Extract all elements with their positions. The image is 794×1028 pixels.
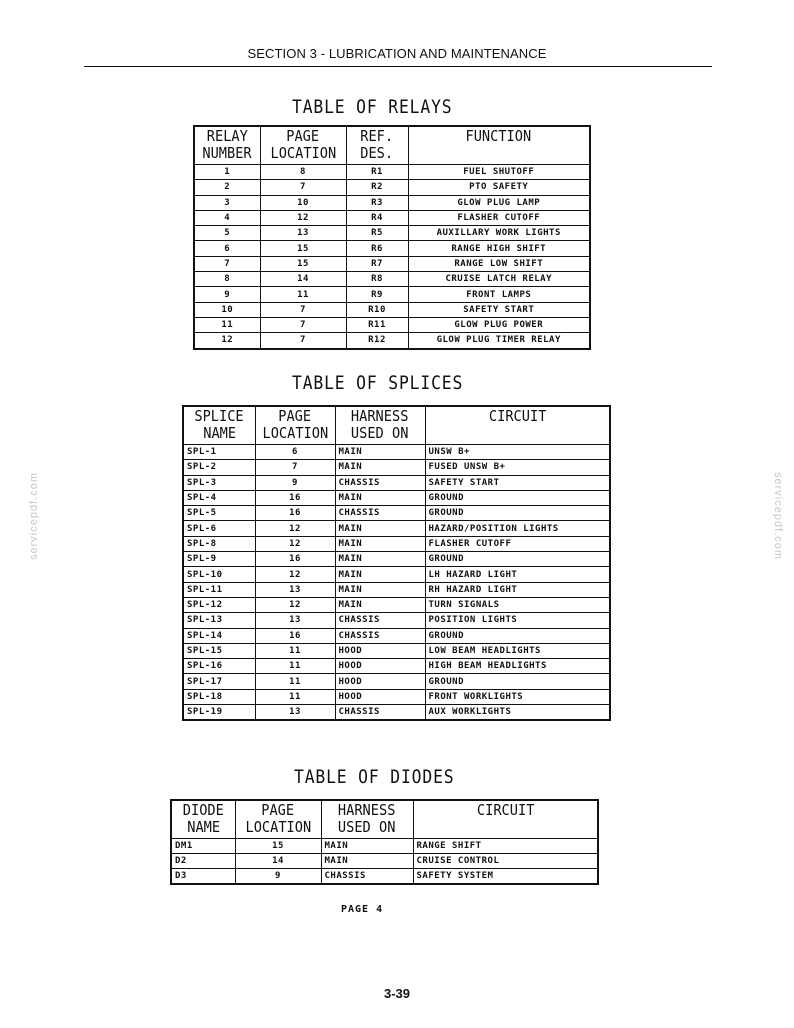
- table-cell: 11: [194, 317, 260, 332]
- table-row: [183, 536, 610, 551]
- table-cell: R1: [346, 165, 408, 180]
- table-cell: HOOD: [335, 643, 425, 658]
- table-cell: MAIN: [335, 567, 425, 582]
- table-cell: R10: [346, 302, 408, 317]
- table-cell: SPL-18: [183, 689, 255, 704]
- diodes-column-header: [171, 800, 235, 839]
- table-cell: 16: [255, 506, 335, 521]
- table-cell: HAZARD/POSITION LIGHTS: [425, 521, 610, 536]
- relays-column-header-line: PAGE: [286, 127, 320, 145]
- table-row: [183, 506, 610, 521]
- table-cell: LOW BEAM HEADLIGHTS: [425, 643, 610, 658]
- table-cell: R12: [346, 333, 408, 349]
- table-cell: D3: [171, 869, 235, 885]
- splices-body: [183, 445, 610, 721]
- relays-title: TABLE OF RELAYS: [292, 96, 453, 118]
- table-cell: R8: [346, 272, 408, 287]
- table-cell: 12: [255, 567, 335, 582]
- table-cell: 16: [255, 490, 335, 505]
- table-cell: MAIN: [335, 521, 425, 536]
- table-cell: TURN SIGNALS: [425, 597, 610, 612]
- table-cell: FUEL SHUTOFF: [408, 165, 590, 180]
- diodes-column-header-line: PAGE: [261, 801, 295, 819]
- table-cell: FRONT LAMPS: [408, 287, 590, 302]
- diodes-column-header-line: CIRCUIT: [476, 801, 534, 819]
- table-cell: SAFETY START: [425, 475, 610, 490]
- table-row: [194, 272, 590, 287]
- table-cell: 1: [194, 165, 260, 180]
- diodes-column-header-line: USED ON: [338, 818, 396, 836]
- table-row: [183, 659, 610, 674]
- table-cell: 12: [260, 210, 346, 225]
- table-cell: CHASSIS: [335, 475, 425, 490]
- splices-header-row: [183, 406, 610, 445]
- table-row: [183, 460, 610, 475]
- table-cell: 9: [255, 475, 335, 490]
- table-cell: R7: [346, 256, 408, 271]
- table-row: [194, 317, 590, 332]
- table-cell: 12: [255, 536, 335, 551]
- table-cell: SPL-19: [183, 705, 255, 721]
- table-cell: GROUND: [425, 490, 610, 505]
- splices-column-header-line: LOCATION: [262, 424, 328, 442]
- relays-column-header: [260, 126, 346, 165]
- page-number: 3-39: [383, 986, 411, 1001]
- table-cell: SAFETY START: [408, 302, 590, 317]
- diodes-column-header: [235, 800, 321, 839]
- table-row: [183, 445, 610, 460]
- table-cell: 15: [260, 256, 346, 271]
- table-cell: CHASSIS: [335, 628, 425, 643]
- table-cell: SPL-8: [183, 536, 255, 551]
- table-row: [194, 195, 590, 210]
- splices-column-header-line: HARNESS: [351, 407, 409, 425]
- splices-column-header: [425, 406, 610, 445]
- table-cell: 3: [194, 195, 260, 210]
- splices-column-header-line: NAME: [202, 424, 236, 442]
- table-cell: 7: [260, 317, 346, 332]
- table-cell: HIGH BEAM HEADLIGHTS: [425, 659, 610, 674]
- diodes-column-header-line: HARNESS: [338, 801, 396, 819]
- table-row: [183, 705, 610, 721]
- table-cell: GLOW PLUG TIMER RELAY: [408, 333, 590, 349]
- table-cell: CHASSIS: [335, 613, 425, 628]
- table-cell: MAIN: [335, 552, 425, 567]
- table-cell: MAIN: [335, 445, 425, 460]
- splices-title: TABLE OF SPLICES: [292, 372, 464, 394]
- table-cell: GROUND: [425, 506, 610, 521]
- table-cell: GROUND: [425, 628, 610, 643]
- table-cell: R5: [346, 226, 408, 241]
- table-cell: FRONT WORKLIGHTS: [425, 689, 610, 704]
- table-row: [194, 241, 590, 256]
- table-cell: DM1: [171, 839, 235, 854]
- diodes-header-row: [171, 800, 598, 839]
- table-row: [183, 689, 610, 704]
- table-cell: GLOW PLUG POWER: [408, 317, 590, 332]
- table-cell: AUX WORKLIGHTS: [425, 705, 610, 721]
- table-cell: 4: [194, 210, 260, 225]
- table-cell: SPL-16: [183, 659, 255, 674]
- table-cell: 11: [255, 659, 335, 674]
- table-cell: SPL-10: [183, 567, 255, 582]
- splices-column-header: [255, 406, 335, 445]
- diodes-column-header-line: NAME: [186, 818, 220, 836]
- diodes-title: TABLE OF DIODES: [294, 766, 455, 788]
- table-cell: RANGE LOW SHIFT: [408, 256, 590, 271]
- table-cell: R4: [346, 210, 408, 225]
- table-cell: SPL-3: [183, 475, 255, 490]
- table-cell: GLOW PLUG LAMP: [408, 195, 590, 210]
- table-cell: R6: [346, 241, 408, 256]
- header-rule: [84, 66, 712, 67]
- table-cell: 7: [255, 460, 335, 475]
- table-cell: 14: [235, 854, 321, 869]
- table-cell: 11: [255, 674, 335, 689]
- table-cell: SPL-9: [183, 552, 255, 567]
- table-row: [194, 333, 590, 349]
- table-cell: 16: [255, 628, 335, 643]
- table-cell: 5: [194, 226, 260, 241]
- table-row: [194, 287, 590, 302]
- table-cell: SPL-11: [183, 582, 255, 597]
- watermark-left: servicepdf.com: [27, 472, 40, 560]
- table-cell: 8: [260, 165, 346, 180]
- table-cell: SPL-12: [183, 597, 255, 612]
- table-cell: GROUND: [425, 552, 610, 567]
- table-cell: 8: [194, 272, 260, 287]
- table-row: [194, 180, 590, 195]
- table-row: [183, 521, 610, 536]
- table-row: [194, 226, 590, 241]
- table-cell: 11: [255, 643, 335, 658]
- table-cell: 7: [260, 180, 346, 195]
- diodes-column-header-line: DIODE: [182, 801, 224, 819]
- table-cell: RANGE HIGH SHIFT: [408, 241, 590, 256]
- splices-column-header-line: SPLICE: [194, 407, 244, 425]
- table-cell: 13: [255, 705, 335, 721]
- table-cell: 13: [255, 613, 335, 628]
- table-cell: 11: [260, 287, 346, 302]
- table-row: [183, 597, 610, 612]
- relays-column-header-line: NUMBER: [202, 144, 252, 162]
- table-cell: 13: [255, 582, 335, 597]
- table-row: [183, 490, 610, 505]
- diodes-table: [170, 799, 599, 885]
- table-cell: 16: [255, 552, 335, 567]
- splices-table: [182, 405, 611, 721]
- relays-column-header: [408, 126, 590, 165]
- table-cell: R11: [346, 317, 408, 332]
- table-row: [183, 628, 610, 643]
- table-cell: SPL-4: [183, 490, 255, 505]
- table-cell: 15: [235, 839, 321, 854]
- table-row: [183, 674, 610, 689]
- table-cell: CHASSIS: [335, 705, 425, 721]
- table-cell: FLASHER CUTOFF: [425, 536, 610, 551]
- table-row: [183, 643, 610, 658]
- table-cell: 12: [255, 521, 335, 536]
- page-reference: PAGE 4: [341, 904, 384, 915]
- diodes-body: [171, 839, 598, 885]
- table-cell: MAIN: [335, 460, 425, 475]
- relays-table: [193, 125, 591, 350]
- table-cell: 7: [260, 302, 346, 317]
- table-cell: 15: [260, 241, 346, 256]
- table-cell: 7: [194, 256, 260, 271]
- table-cell: POSITION LIGHTS: [425, 613, 610, 628]
- table-cell: 6: [194, 241, 260, 256]
- table-cell: 7: [260, 333, 346, 349]
- table-cell: AUXILLARY WORK LIGHTS: [408, 226, 590, 241]
- table-row: [183, 582, 610, 597]
- table-cell: MAIN: [335, 582, 425, 597]
- splices-column-header-line: USED ON: [351, 424, 409, 442]
- table-row: [194, 256, 590, 271]
- table-cell: 9: [194, 287, 260, 302]
- table-cell: RANGE SHIFT: [413, 839, 598, 854]
- table-cell: HOOD: [335, 659, 425, 674]
- table-cell: SPL-14: [183, 628, 255, 643]
- table-row: [183, 552, 610, 567]
- table-cell: MAIN: [335, 490, 425, 505]
- table-cell: SPL-15: [183, 643, 255, 658]
- table-cell: FUSED UNSW B+: [425, 460, 610, 475]
- splices-column-header: [183, 406, 255, 445]
- table-row: [194, 165, 590, 180]
- table-cell: CRUISE CONTROL: [413, 854, 598, 869]
- relays-column-header-line: RELAY: [206, 127, 248, 145]
- relays-column-header: [346, 126, 408, 165]
- relays-column-header-line: LOCATION: [270, 144, 336, 162]
- table-cell: SPL-1: [183, 445, 255, 460]
- table-cell: SAFETY SYSTEM: [413, 869, 598, 885]
- table-cell: D2: [171, 854, 235, 869]
- table-cell: CHASSIS: [321, 869, 413, 885]
- diodes-column-header-line: LOCATION: [245, 818, 311, 836]
- table-cell: LH HAZARD LIGHT: [425, 567, 610, 582]
- table-cell: 12: [255, 597, 335, 612]
- relays-column-header-line: DES.: [360, 144, 394, 162]
- diodes-column-header: [413, 800, 598, 839]
- relays-column-header-line: REF.: [360, 127, 394, 145]
- table-cell: GROUND: [425, 674, 610, 689]
- table-row: [183, 475, 610, 490]
- table-cell: MAIN: [335, 536, 425, 551]
- table-cell: 10: [194, 302, 260, 317]
- relays-body: [194, 165, 590, 349]
- table-row: [183, 613, 610, 628]
- section-header: SECTION 3 - LUBRICATION AND MAINTENANCE: [247, 46, 547, 61]
- table-row: [194, 302, 590, 317]
- table-cell: CHASSIS: [335, 506, 425, 521]
- splices-column-header-line: CIRCUIT: [488, 407, 546, 425]
- table-row: [183, 567, 610, 582]
- table-cell: UNSW B+: [425, 445, 610, 460]
- table-cell: 12: [194, 333, 260, 349]
- table-row: [171, 839, 598, 854]
- relays-column-header: [194, 126, 260, 165]
- table-cell: SPL-2: [183, 460, 255, 475]
- diodes-column-header: [321, 800, 413, 839]
- table-cell: SPL-5: [183, 506, 255, 521]
- table-cell: R9: [346, 287, 408, 302]
- table-cell: 9: [235, 869, 321, 885]
- table-cell: MAIN: [321, 854, 413, 869]
- table-cell: 10: [260, 195, 346, 210]
- table-cell: 13: [260, 226, 346, 241]
- table-cell: 2: [194, 180, 260, 195]
- relays-header-row: [194, 126, 590, 165]
- table-row: [171, 869, 598, 885]
- table-cell: MAIN: [335, 597, 425, 612]
- table-cell: SPL-13: [183, 613, 255, 628]
- table-row: [194, 210, 590, 225]
- table-cell: CRUISE LATCH RELAY: [408, 272, 590, 287]
- table-cell: HOOD: [335, 674, 425, 689]
- table-cell: 6: [255, 445, 335, 460]
- table-cell: HOOD: [335, 689, 425, 704]
- table-cell: R3: [346, 195, 408, 210]
- table-cell: SPL-17: [183, 674, 255, 689]
- watermark-right: servicepdf.com: [771, 472, 784, 560]
- table-cell: 14: [260, 272, 346, 287]
- splices-column-header: [335, 406, 425, 445]
- table-cell: 11: [255, 689, 335, 704]
- table-row: [171, 854, 598, 869]
- table-cell: MAIN: [321, 839, 413, 854]
- table-cell: R2: [346, 180, 408, 195]
- table-cell: SPL-6: [183, 521, 255, 536]
- table-cell: RH HAZARD LIGHT: [425, 582, 610, 597]
- relays-column-header-line: FUNCTION: [465, 127, 532, 145]
- splices-column-header-line: PAGE: [278, 407, 312, 425]
- table-cell: FLASHER CUTOFF: [408, 210, 590, 225]
- table-cell: PTO SAFETY: [408, 180, 590, 195]
